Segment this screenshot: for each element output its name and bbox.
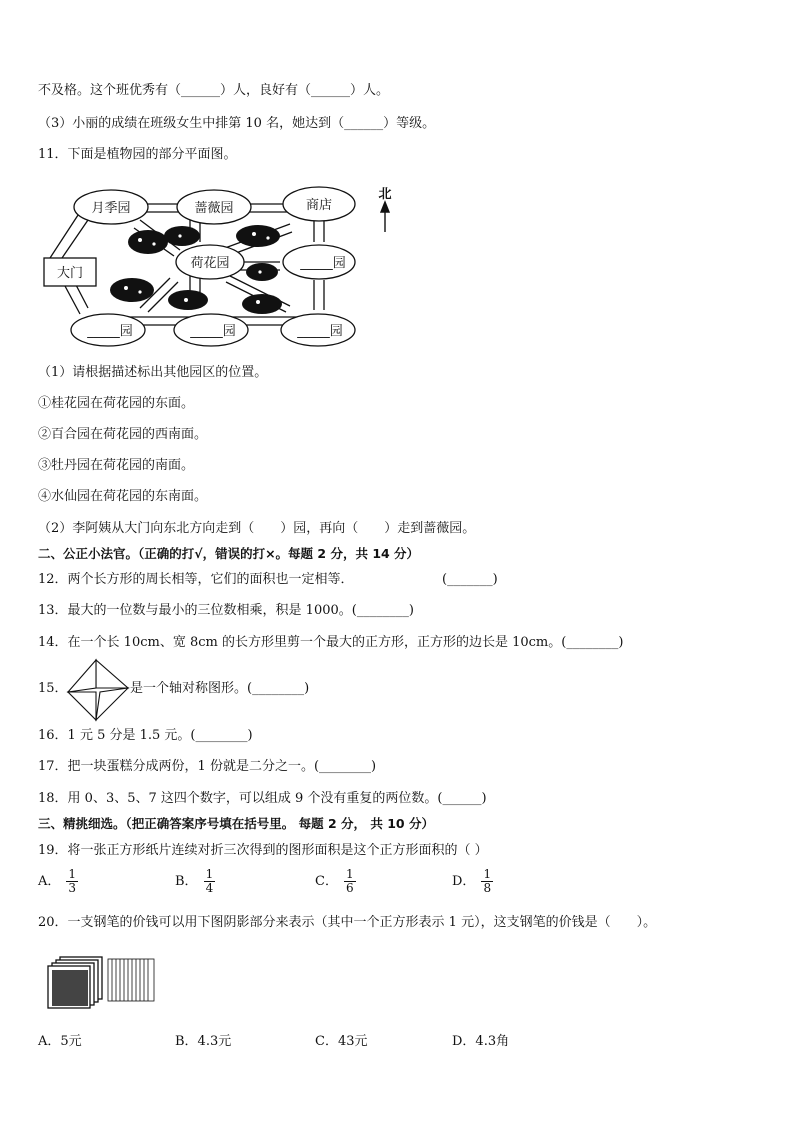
label-hehua: 荷花园 <box>190 256 230 271</box>
text-line: ①桂花园在荷花园的东面。 <box>38 396 195 411</box>
text-line: （3）小丽的成绩在班级女生中排第 10 名，她达到（______）等级。 <box>38 116 436 131</box>
question-12: 12．两个长方形的周长相等，它们的面积也一定相等． <box>38 572 354 587</box>
pinwheel-figure <box>66 658 130 722</box>
question-18: 18．用 0、3、5、7 这四个数字，可以组成 9 个没有重复的两位数。(______) <box>38 791 487 806</box>
north-label: 北 <box>378 187 392 202</box>
label-gate: 大门 <box>56 266 84 281</box>
question-13: 13．最大的一位数与最小的三位数相乘，积是 1000。(________) <box>38 603 414 618</box>
garden-map <box>40 180 400 350</box>
question-14: 14．在一个长 10cm、宽 8cm 的长方形里剪一个最大的正方形，正方形的边长是 10cm。(________) <box>38 635 624 650</box>
label-blank-southwest: _____园 <box>87 324 133 339</box>
q19-option-c: C． $\frac{1}{6}$ <box>315 867 354 895</box>
label-blank-southeast: _____园 <box>297 324 343 339</box>
section-3-heading: 三、精挑细选。（把正确答案序号填在括号里。 每题 2 分， 共 10 分） <box>38 816 434 831</box>
text-line: （2）李阿姨从大门向东北方向走到（ ）园，再向（ ）走到蔷薇园。 <box>38 521 476 536</box>
label-qiangwei: 蔷薇园 <box>194 201 234 216</box>
question-11: 11．下面是植物园的部分平面图。 <box>38 147 237 162</box>
section-2-heading: 二、公正小法官。（正确的打√，错误的打×。每题 2 分，共 14 分） <box>38 546 420 561</box>
text-line: （1）请根据描述标出其他园区的位置。 <box>38 365 268 380</box>
question-15-number: 15． <box>38 681 68 696</box>
label-shop: 商店 <box>305 198 333 213</box>
q19-option-a: A． $\frac{1}{3}$ <box>38 867 77 895</box>
question-16: 16．1 元 5 分是 1.5 元。(________) <box>38 728 253 743</box>
north-arrow-icon <box>381 202 389 232</box>
question-19: 19．将一张正方形纸片连续对折三次得到的图形面积是这个正方形面积的（ ） <box>38 843 488 858</box>
money-squares-figure <box>44 955 164 1011</box>
q20-option-b: B．4.3元 <box>175 1034 232 1049</box>
q20-option-a: A．5元 <box>38 1034 82 1049</box>
q19-option-b: B． $\frac{1}{4}$ <box>175 867 214 895</box>
text-line: ③牡丹园在荷花园的南面。 <box>38 458 195 473</box>
q19-option-d: D． $\frac{1}{8}$ <box>452 867 492 895</box>
question-12-blank: (_______) <box>442 572 498 587</box>
text-line: ②百合园在荷花园的西南面。 <box>38 427 208 442</box>
text-line: ④水仙园在荷花园的东南面。 <box>38 489 208 504</box>
q20-option-c: C．43元 <box>315 1034 368 1049</box>
label-blank-east: _____园 <box>300 256 346 271</box>
question-15: 是一个轴对称图形。(________) <box>130 681 310 696</box>
text-line: 不及格。这个班优秀有（______）人，良好有（______）人。 <box>38 83 390 98</box>
question-20: 20．一支钢笔的价钱可以用下图阴影部分来表示（其中一个正方形表示 1 元），这支钢笔的价钱是（ ）。 <box>38 915 657 930</box>
q20-option-d: D．4.3角 <box>452 1034 510 1049</box>
label-yueji: 月季园 <box>91 201 131 216</box>
question-17: 17．把一块蛋糕分成两份，1 份就是二分之一。(________) <box>38 759 377 774</box>
label-blank-south: _____园 <box>190 324 236 339</box>
